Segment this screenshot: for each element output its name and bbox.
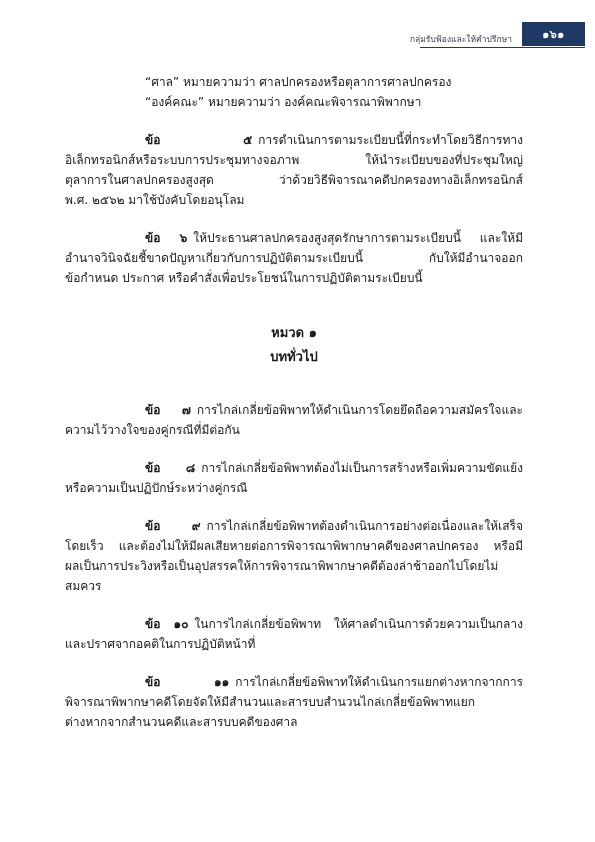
page-number: ๑๖๑ xyxy=(542,28,565,41)
clause-text-line: หรือความเป็นปฏิปักษ์ระหว่างคู่กรณี xyxy=(65,481,248,495)
clause-text-line: พิจารณาพิพากษาคดีโดยจัดให้มีสำนวนและสารบบสำนวนไกล่เกลี่ยข้อพิพาทแยก xyxy=(65,695,476,709)
clause-first-line xyxy=(65,672,523,692)
clause-number: ข้อ ๕ xyxy=(145,133,253,147)
chapter-heading xyxy=(65,322,523,370)
chapter-number: หมวด ๑ xyxy=(271,326,317,341)
clause-text-line: อิเล็กทรอนิกส์หรือระบบการประชุมทางจอภาพ ให้นำระเบียบของที่ประชุมใหญ่ xyxy=(65,153,523,167)
clause-first-line xyxy=(65,400,523,420)
clause-text-line: ตุลาการในศาลปกครองสูงสุด ว่าด้วยวิธีพิจารณาคดีปกครองทางอิเล็กทรอนิกส์ xyxy=(65,173,523,187)
clause-text-line: ต่างหากจากสำนวนคดีและสารบบคดีของศาล xyxy=(65,715,298,729)
clause-number: ข้อ ๗ xyxy=(145,403,191,417)
header-section-title: กลุ่มรับฟ้องและให้คำปรึกษา xyxy=(409,35,512,45)
clause-text-line: และปราศจากอคติในการปฏิบัติหน้าที่ xyxy=(65,637,256,651)
clause-text: ในการไกล่เกลี่ยข้อพิพาท ให้ศาลดำเนินการด้วยความเป็นกลาง xyxy=(194,617,523,631)
clause-10 xyxy=(65,614,523,654)
clause-8 xyxy=(65,458,523,498)
clause-number: ข้อ ๙ xyxy=(145,519,201,533)
clause-number: ข้อ ๖ xyxy=(145,231,188,245)
clause-first-line xyxy=(65,614,523,634)
clause-text: การดำเนินการตามระเบียบนี้ที่กระทำโดยวิธีการทาง xyxy=(258,133,523,147)
clause-first-line xyxy=(65,130,523,150)
page-number-tab xyxy=(522,22,585,46)
clause-7 xyxy=(65,400,523,440)
clause-text: การไกล่เกลี่ยข้อพิพาทต้องไม่เป็นการสร้างหรือเพิ่มความขัดแย้ง xyxy=(201,461,523,475)
clause-text: การไกล่เกลี่ยข้อพิพาทต้องดำเนินการอย่างต่อเนื่องและให้เสร็จ xyxy=(206,519,523,533)
clause-5 xyxy=(65,130,523,210)
clause-text-line: พ.ศ. ๒๕๖๒ มาใช้บังคับโดยอนุโลม xyxy=(65,193,245,207)
clause-text-line: ผลเป็นการประวิงหรือเป็นอุปสรรคให้การพิจารณาพิพากษาคดีต้องล่าช้าออกไปโดยไม่ xyxy=(65,559,499,573)
clause-text-line: ข้อกำหนด ประกาศ หรือคำสั่งเพื่อประโยชน์ในการปฏิบัติตามระเบียบนี้ xyxy=(65,271,423,285)
definition-panel: “องค์คณะ” หมายความว่า องค์คณะพิจารณาพิพากษา xyxy=(145,95,422,109)
definition-court: “ศาล” หมายความว่า ศาลปกครองหรือตุลาการศาลปกครอง xyxy=(145,75,452,89)
clause-text-line: ความไว้วางใจของคู่กรณีที่มีต่อกัน xyxy=(65,423,240,437)
clause-number: ข้อ ๑๑ xyxy=(145,675,230,689)
clause-first-line xyxy=(65,458,523,478)
clause-text: ให้ประธานศาลปกครองสูงสุดรักษาการตามระเบียบนี้ และให้มี xyxy=(193,231,523,245)
clause-first-line xyxy=(65,228,523,248)
clause-text: การไกล่เกลี่ยข้อพิพาทให้ดำเนินการแยกต่างหากจากการ xyxy=(235,675,523,689)
page-header xyxy=(0,0,595,52)
clause-text: การไกล่เกลี่ยข้อพิพาทให้ดำเนินการโดยยึดถือความสมัครใจและ xyxy=(196,403,523,417)
clause-6 xyxy=(65,228,523,288)
document-body xyxy=(65,72,523,732)
clause-first-line xyxy=(65,516,523,536)
clause-text-line: โดยเร็ว และต้องไม่ให้มีผลเสียหายต่อการพิจารณาพิพากษาคดีของศาลปกครอง หรือมี xyxy=(65,539,523,553)
clause-text-line: อำนาจวินิจฉัยชี้ขาดปัญหาเกี่ยวกับการปฏิบัติตามระเบียบนี้ กับให้มีอำนาจออก xyxy=(65,251,523,265)
clause-text-line: สมควร xyxy=(65,579,102,593)
header-divider xyxy=(420,47,585,48)
clause-9 xyxy=(65,516,523,596)
clause-number: ข้อ ๑๐ xyxy=(145,617,189,631)
chapter-title: บททั่วไป xyxy=(270,350,318,365)
clause-11 xyxy=(65,672,523,732)
clause-number: ข้อ ๘ xyxy=(145,461,196,475)
